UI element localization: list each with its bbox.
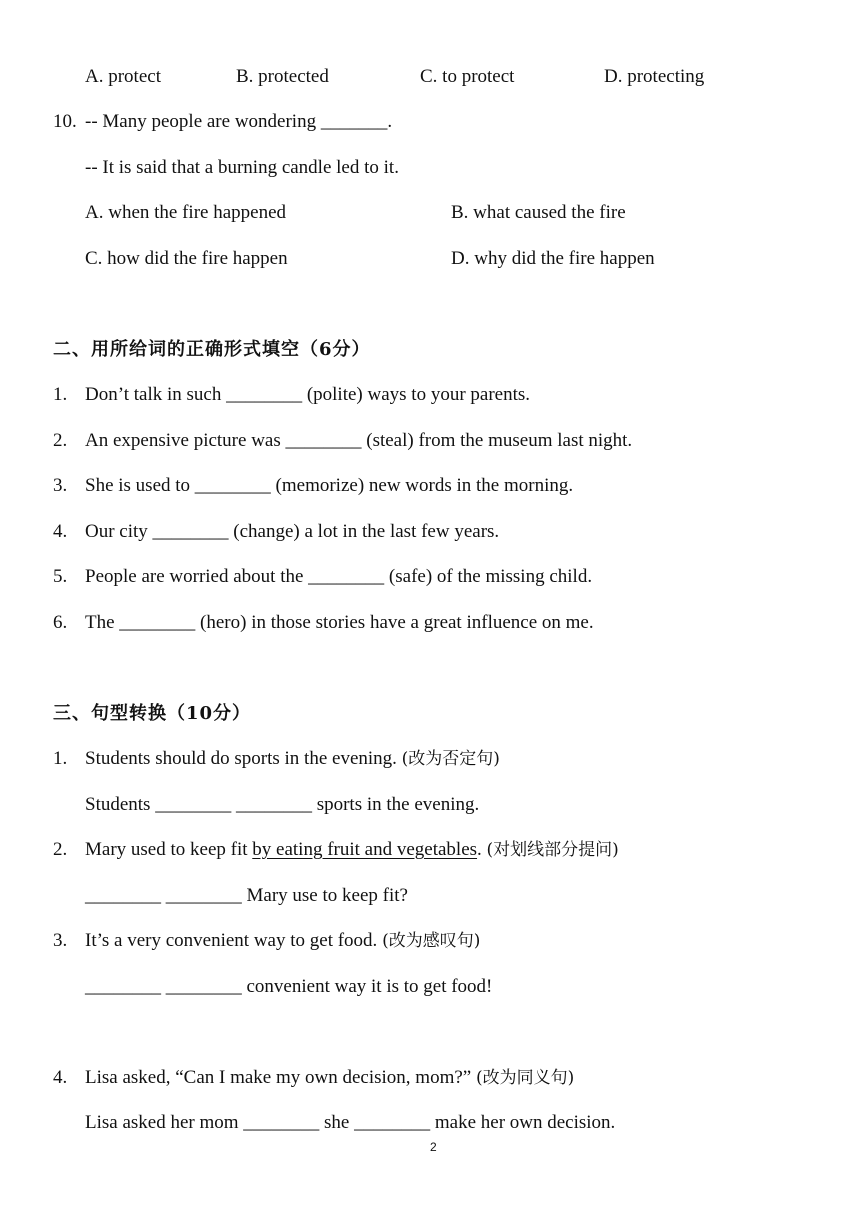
s3-item-2-text-before: Mary used to keep fit [85, 839, 253, 860]
s2-item-1-text: Don’t talk in such ________ (polite) ways to your parents. [85, 384, 531, 405]
s2-item-3-text: She is used to ________ (memorize) new words in the morning. [85, 475, 574, 496]
q10-number: 10. [53, 111, 77, 132]
s3-item-1-number: 1. [53, 748, 68, 769]
s2-item-2-text: An expensive picture was ________ (steal) from the museum last night. [85, 430, 633, 451]
s3-item-1-sentence [85, 747, 500, 771]
s2-item-6-number: 6. [53, 612, 68, 633]
s3-item-3-text: It’s a very convenient way to get food. [85, 930, 383, 951]
s2-item-3-number: 3. [53, 475, 68, 496]
s3-item-2-answer: ________ ________ Mary use to keep fit? [85, 885, 408, 906]
q9-option-a: A. protect [85, 66, 161, 87]
s2-item-1-number: 1. [53, 384, 68, 405]
s2-item-6-text: The ________ (hero) in those stories have a great influence on me. [85, 612, 594, 633]
s2-item-4-number: 4. [53, 521, 68, 542]
s3-item-2-instruction: (对划线部分提问) [486, 840, 619, 860]
s3-item-3-answer: ________ ________ convenient way it is to get food! [85, 976, 493, 997]
s3-item-4-sentence [85, 1066, 574, 1090]
section-3-title: 三、句型转换（10分） [53, 703, 252, 724]
s2-item-2-number: 2. [53, 430, 68, 451]
q10-option-b: B. what caused the fire [451, 202, 626, 223]
s3-item-1-answer: Students ________ ________ sports in the evening. [85, 794, 480, 815]
s3-item-1-instruction: (改为否定句) [401, 749, 500, 769]
s3-item-2-number: 2. [53, 839, 68, 860]
s3-item-3-number: 3. [53, 930, 68, 951]
section-2-title: 二、用所给词的正确形式填空（6分） [53, 339, 371, 360]
q10-reply: -- It is said that a burning candle led to it. [85, 157, 399, 178]
s3-item-2-sentence [85, 838, 619, 862]
s2-item-4-text: Our city ________ (change) a lot in the last few years. [85, 521, 500, 542]
s3-item-2-underlined: by eating fruit and vegetables [252, 839, 478, 860]
q10-option-a: A. when the fire happened [85, 202, 287, 223]
s3-item-4-text: Lisa asked, “Can I make my own decision, mom?” [85, 1067, 476, 1088]
s3-item-4-number: 4. [53, 1067, 68, 1088]
s3-item-3-sentence [85, 929, 480, 953]
q9-option-b: B. protected [236, 66, 329, 87]
s3-item-4-instruction: (改为同义句) [475, 1068, 575, 1088]
page-number: 2 [430, 1140, 437, 1154]
q9-option-c: C. to protect [420, 66, 515, 87]
s3-item-3-instruction: (改为感叹句) [382, 931, 481, 951]
q10-option-c: C. how did the fire happen [85, 248, 288, 269]
s3-item-4-answer: Lisa asked her mom ________ she ________ make her own decision. [85, 1112, 616, 1133]
s3-item-1-text: Students should do sports in the evening. [85, 748, 402, 769]
s3-item-2-text-after: . [477, 839, 487, 860]
q9-option-d: D. protecting [604, 66, 705, 87]
q10-question: -- Many people are wondering _______. [85, 111, 393, 132]
s2-item-5-text: People are worried about the ________ (safe) of the missing child. [85, 566, 593, 587]
q10-option-d: D. why did the fire happen [451, 248, 655, 269]
s2-item-5-number: 5. [53, 566, 68, 587]
